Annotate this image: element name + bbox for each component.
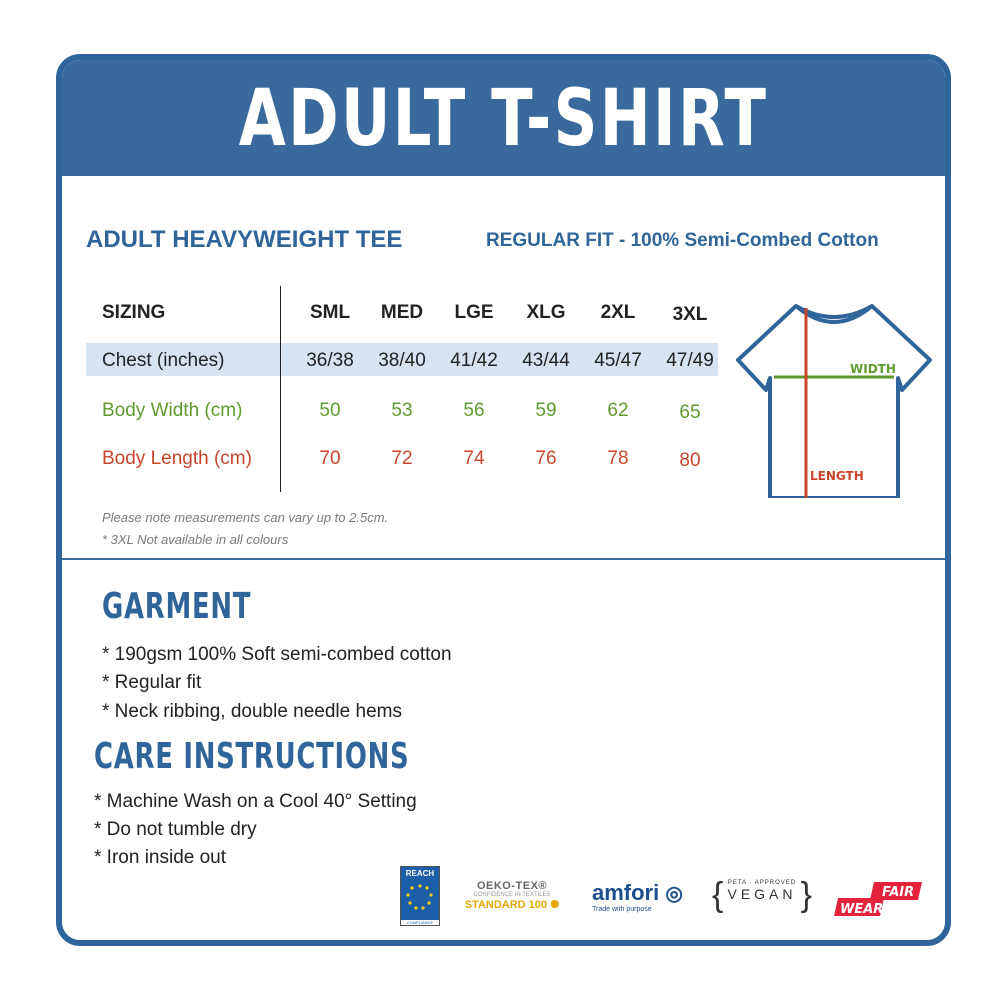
oeko-tex-logo: OEKO-TEX® CONFIDENCE IN TEXTILES STANDARD 100 ✺ (464, 880, 560, 911)
measurement-note: Please note measurements can vary up to 2.5cm. (102, 510, 389, 525)
availability-note: * 3XL Not available in all colours (102, 532, 289, 547)
peta-vegan-logo: { PETA · APPROVED VEGAN } (712, 876, 812, 914)
tshirt-diagram-icon (734, 298, 934, 498)
sizing-header: SIZING (102, 302, 166, 323)
svg-text:WEAR: WEAR (840, 902, 884, 917)
garment-heading: GARMENT (102, 586, 252, 627)
table-cell: 43/44 (522, 350, 570, 371)
table-cell: 36/38 (306, 350, 354, 371)
svg-text:FAIR: FAIR (882, 885, 915, 900)
length-label: LENGTH (810, 469, 864, 483)
size-chart-card (56, 54, 951, 946)
garment-item: * 190gsm 100% Soft semi-combed cotton (102, 644, 452, 665)
care-item: * Do not tumble dry (94, 819, 257, 840)
row-label-width: Body Width (cm) (102, 400, 243, 421)
care-item: * Machine Wash on a Cool 40° Setting (94, 791, 417, 812)
table-cell: 59 (535, 400, 557, 421)
fit-description: REGULAR FIT - 100% Semi-Combed Cotton (486, 230, 879, 251)
size-header: XLG (526, 302, 566, 323)
size-header: SML (309, 302, 351, 323)
reach-compliance-logo: REACH COMPLIANCE (400, 866, 440, 926)
table-cell: 62 (607, 400, 629, 421)
amfori-logo: amfori ◎ Trade with purpose (592, 880, 683, 913)
table-cell: 38/40 (378, 350, 426, 371)
table-cell: 47/49 (666, 350, 714, 371)
size-header: 3XL (672, 304, 708, 325)
table-divider (280, 286, 281, 492)
garment-item: * Neck ribbing, double needle hems (102, 701, 402, 722)
table-cell: 72 (391, 448, 413, 469)
size-header: 2XL (600, 302, 636, 323)
row-label-length: Body Length (cm) (102, 448, 252, 469)
table-cell: 50 (319, 400, 341, 421)
eu-stars-icon (401, 878, 439, 918)
fair-wear-logo (834, 882, 924, 918)
care-heading: CARE INSTRUCTIONS (94, 736, 410, 777)
table-cell: 53 (391, 400, 413, 421)
table-cell: 65 (679, 402, 701, 423)
table-cell: 74 (463, 448, 485, 469)
page-title: ADULT T-SHIRT (238, 74, 769, 164)
garment-item: * Regular fit (102, 672, 202, 693)
table-cell: 78 (607, 448, 629, 469)
product-name: ADULT HEAVYWEIGHT TEE (86, 226, 403, 253)
section-divider (62, 558, 945, 560)
care-item: * Iron inside out (94, 847, 227, 868)
table-cell: 41/42 (450, 350, 498, 371)
row-label-chest: Chest (inches) (102, 350, 225, 371)
size-header: LGE (454, 302, 494, 323)
table-cell: 80 (679, 450, 701, 471)
table-cell: 56 (463, 400, 485, 421)
header-banner (62, 60, 945, 176)
width-label: WIDTH (850, 362, 896, 376)
table-cell: 45/47 (594, 350, 642, 371)
size-header: MED (380, 302, 424, 323)
table-cell: 76 (535, 448, 557, 469)
table-cell: 70 (319, 448, 341, 469)
